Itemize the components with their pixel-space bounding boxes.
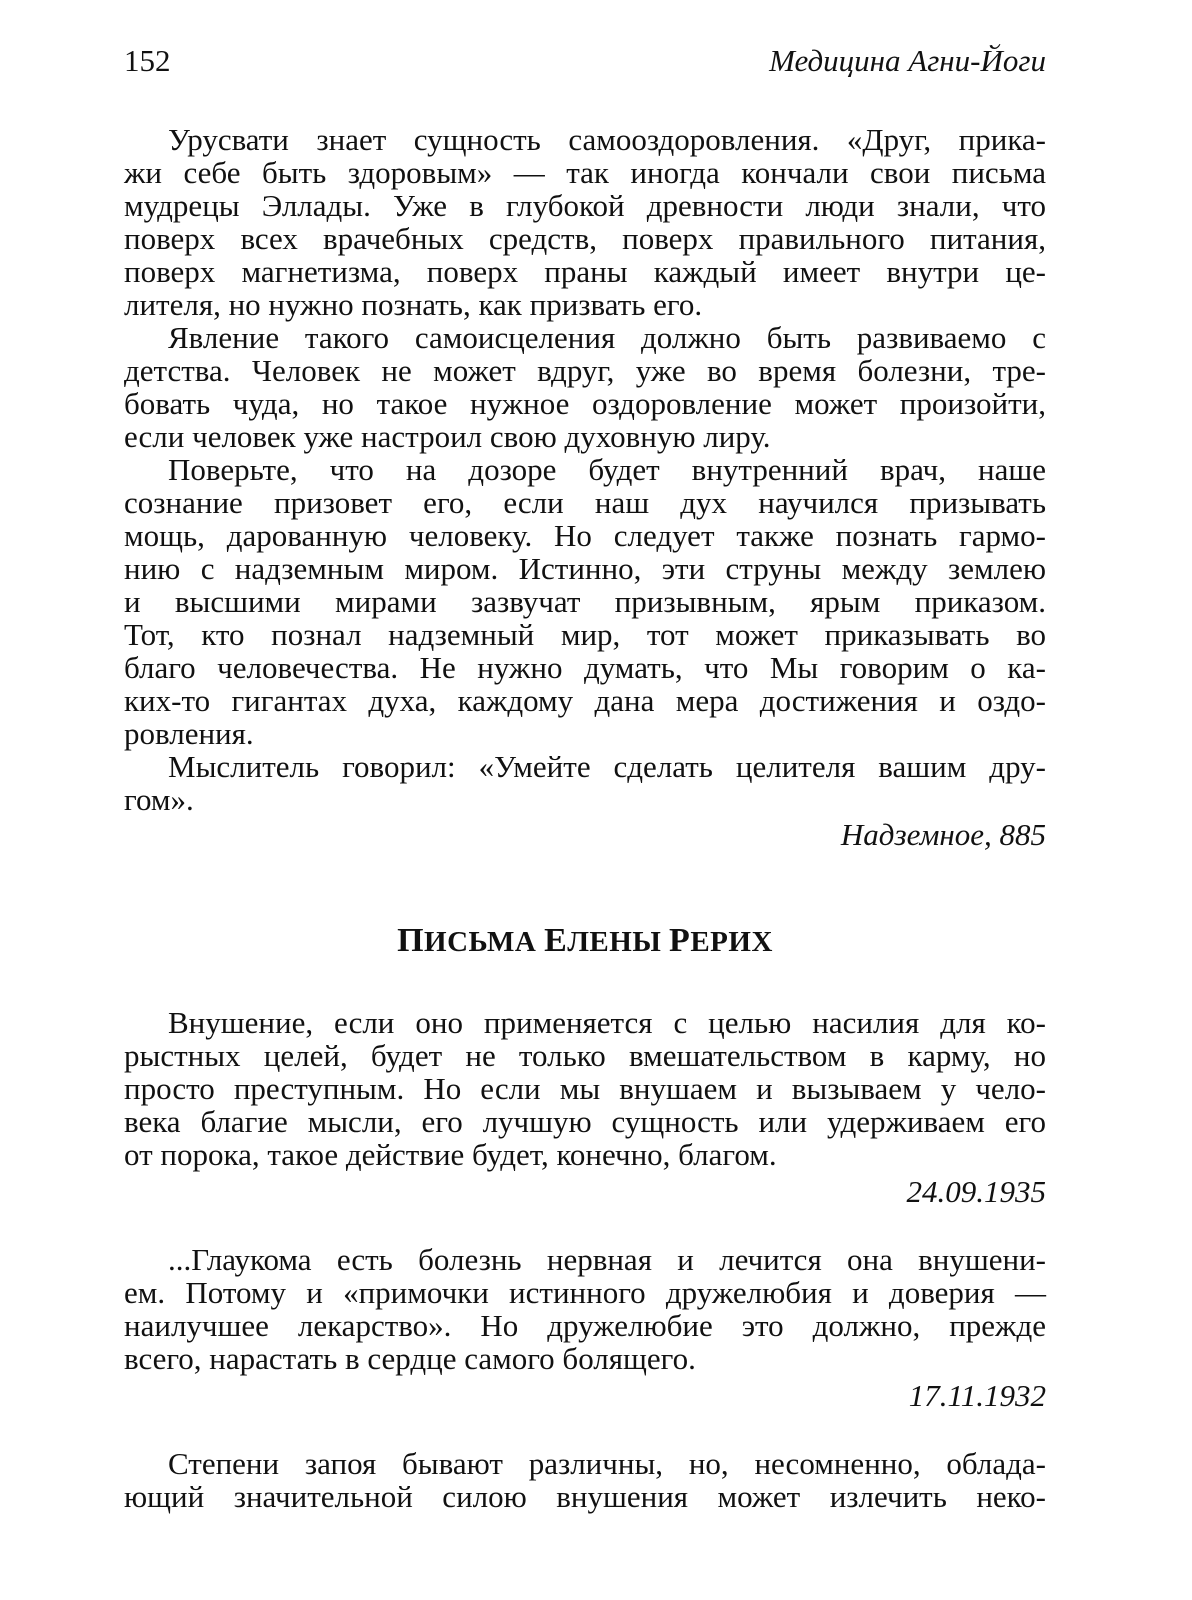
text-line: просто преступным. Но если мы внушаем и вызываем у чело-: [124, 1071, 1046, 1106]
text-line: от порока, такое действие будет, конечно, благом.: [124, 1137, 777, 1172]
source-citation: Надземное, 885: [840, 817, 1046, 852]
text-line: наилучшее лекарство». Но дружелюбие это должно, прежде: [124, 1308, 1046, 1343]
text-line: Тот, кто познал надземный мир, тот может приказывать во: [124, 617, 1046, 652]
text-line: сознание призовет его, если наш дух научился призывать: [124, 485, 1046, 520]
running-title: Медицина Агни-Йоги: [769, 43, 1046, 78]
text-line: Поверьте, что на дозоре будет внутренний врач, наше: [168, 452, 1046, 487]
text-line: ющий значительной силою внушения может излечить неко-: [124, 1479, 1046, 1514]
text-line: всего, нарастать в сердце самого болящего.: [124, 1341, 696, 1376]
text-line: поверх магнетизма, поверх праны каждый имеет внутри це-: [124, 254, 1046, 289]
letter-excerpt: [124, 1243, 1046, 1412]
page-body: [124, 123, 1046, 1513]
text-line: мощь, дарованную человеку. Но следует также познать гармо-: [124, 518, 1046, 553]
text-line: ...Глаукома есть болезнь нервная и лечится она внушени-: [168, 1242, 1046, 1277]
text-line: ких-то гигантах духа, каждому дана мера достижения и оздо-: [124, 683, 1046, 718]
text-line: ровления.: [124, 716, 254, 751]
text-line: лителя, но нужно познать, как призвать его.: [124, 287, 703, 322]
paragraph: [124, 321, 1046, 453]
text-line: поверх всех врачебных средств, поверх правильного питания,: [124, 221, 1046, 256]
paragraph: [124, 750, 1046, 816]
paragraph: [124, 453, 1046, 750]
letter-excerpt: [124, 1006, 1046, 1208]
page-number: 152: [124, 43, 171, 78]
section-title: ПИСЬМА ЕЛЕНЫ РЕРИХ: [397, 922, 773, 959]
letter-date: 24.09.1935: [906, 1174, 1046, 1209]
text-line: Урусвати знает сущность самооздоровления. «Друг, прика-: [168, 122, 1046, 157]
text-line: и высшими мирами зазвучат призывным, ярым приказом.: [124, 584, 1046, 619]
text-line: жи себе быть здоровым» — так иногда кончали свои письма: [124, 155, 1046, 190]
text-line: детства. Человек не может вдруг, уже во время болезни, тре-: [124, 353, 1046, 388]
text-line: мудрецы Эллады. Уже в глубокой древности люди знали, что: [124, 188, 1046, 223]
text-line: гом».: [124, 782, 194, 817]
text-line: благо человечества. Не нужно думать, что Мы говорим о ка-: [124, 650, 1046, 685]
letter-excerpt: [124, 1447, 1046, 1513]
text-line: ем. Потому и «примочки истинного дружелюбия и доверия —: [124, 1275, 1046, 1310]
text-line: нию с надземным миром. Истинно, эти струны между землею: [124, 551, 1046, 586]
text-line: Мыслитель говорил: «Умейте сделать целителя вашим дру-: [168, 749, 1046, 784]
page-header: [124, 44, 1046, 78]
text-line: века благие мысли, его лучшую сущность или удерживаем его: [124, 1104, 1046, 1139]
paragraph: [124, 123, 1046, 321]
text-line: рыстных целей, будет не только вмешательством в карму, но: [124, 1038, 1046, 1073]
text-line: если человек уже настроил свою духовную лиру.: [124, 419, 771, 454]
text-line: Степени запоя бывают различны, но, несомненно, облада-: [168, 1446, 1046, 1481]
text-line: Явление такого самоисцеления должно быть развиваемо с: [168, 320, 1046, 355]
text-line: Внушение, если оно применяется с целью насилия для ко-: [168, 1005, 1046, 1040]
text-line: бовать чуда, но такое нужное оздоровление может произойти,: [124, 386, 1046, 421]
letter-date: 17.11.1932: [908, 1378, 1046, 1413]
